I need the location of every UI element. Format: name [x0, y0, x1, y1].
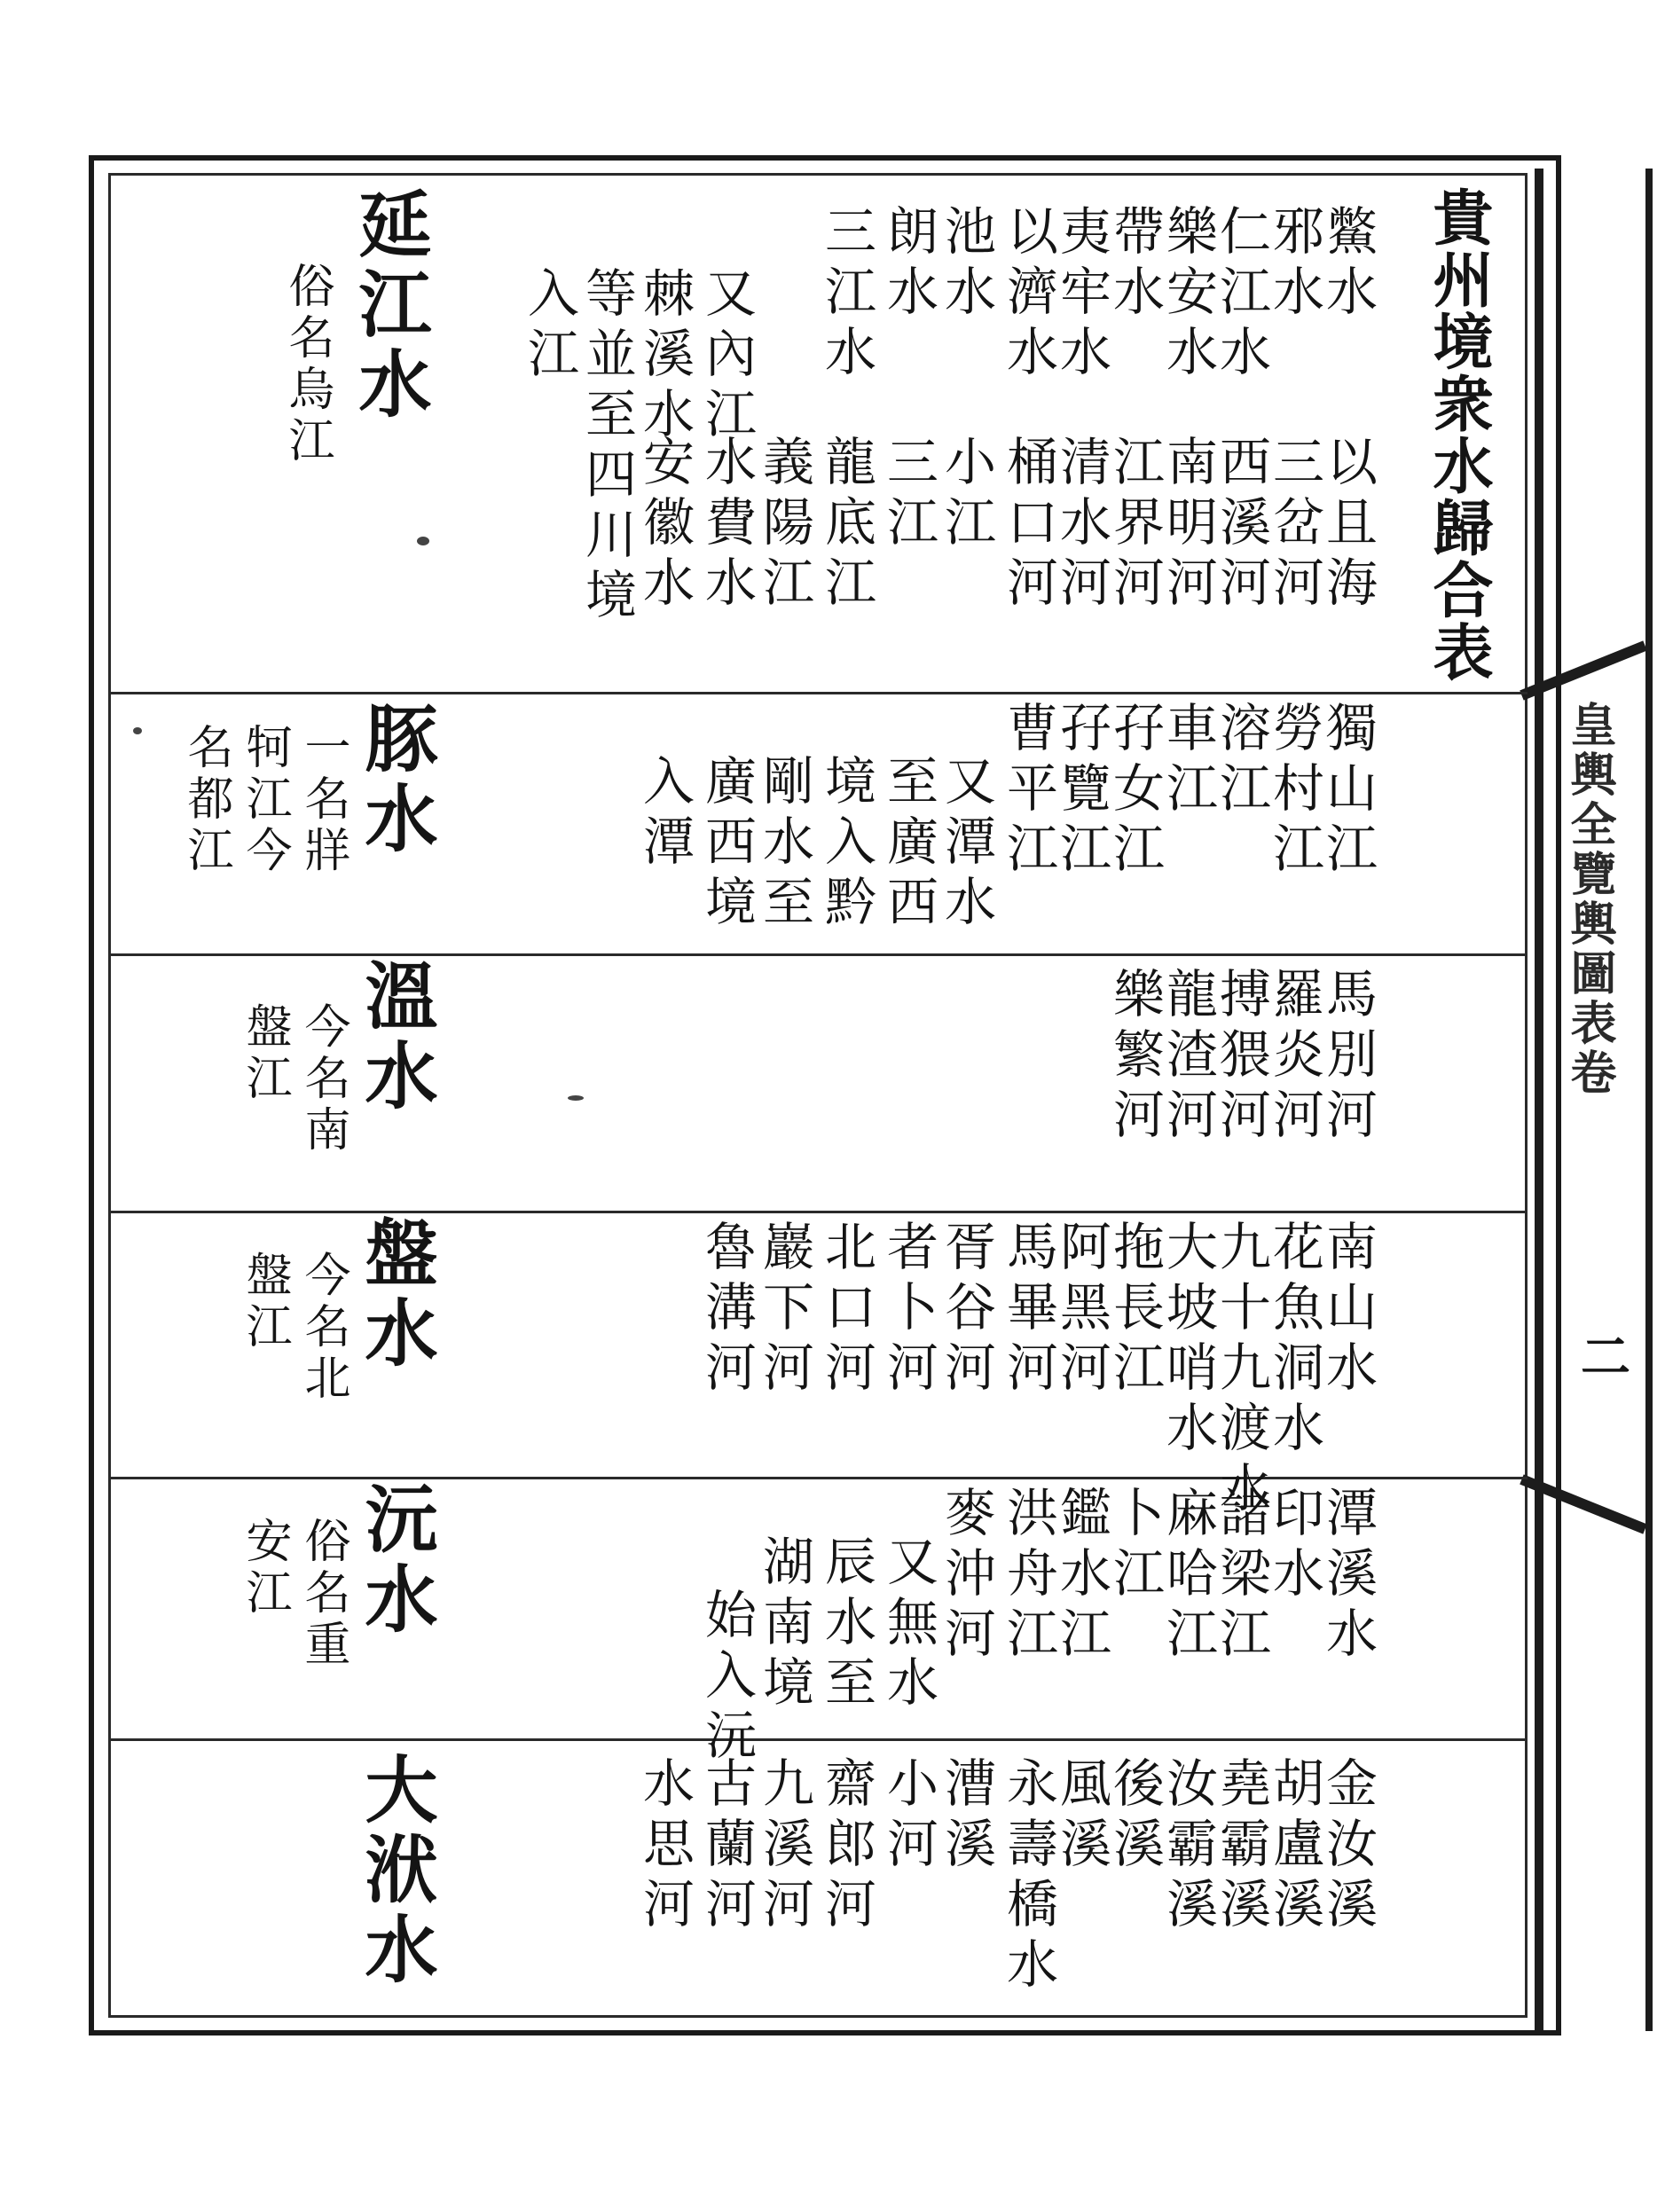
tributary-entry: 花魚洞水 — [1264, 1220, 1324, 1461]
tributary-entry: 阿黑河 — [1051, 1220, 1111, 1400]
tributary-entry: 等並至四川境 — [577, 266, 637, 628]
tributary-entry: 樂安水 — [1158, 204, 1218, 385]
tributary-entry: 三岔河 — [1264, 435, 1324, 616]
tributary-entry: 境入黔 — [816, 754, 876, 935]
tributary-entry: 水思河 — [634, 1756, 695, 1937]
ink-speck — [417, 537, 429, 545]
tributary-entry: 者卜河 — [878, 1220, 939, 1400]
tributary-entry: 漕溪 — [936, 1756, 996, 1877]
tributary-entry: 潭溪水 — [1317, 1486, 1378, 1667]
tributary-entry: 汝霸溪 — [1158, 1756, 1218, 1937]
page-title: 貴州境衆水歸合表 — [1423, 186, 1494, 683]
tributary-entry: 溶江 — [1211, 701, 1271, 821]
tributary-entry: 九十九渡水 — [1211, 1220, 1271, 1521]
river-note: 今名北 — [296, 1251, 349, 1405]
tributary-entry: 龍渣河 — [1158, 967, 1218, 1148]
tributary-entry: 樂繁河 — [1104, 967, 1165, 1148]
tributary-entry: 又內江 — [696, 266, 757, 447]
tributary-entry: 夷牢水 — [1051, 204, 1111, 385]
tributary-entry: 齋郎河 — [816, 1756, 876, 1937]
tributary-entry: 朗水 — [878, 204, 939, 325]
tributary-entry: 至廣西 — [878, 754, 939, 935]
tributary-entry: 始入沅 — [696, 1588, 757, 1769]
tributary-entry: 印水 — [1264, 1486, 1324, 1606]
tributary-entry: 又潭水 — [936, 754, 996, 935]
tributary-entry: 入潭 — [634, 754, 695, 875]
tributary-entry: 三江水 — [816, 204, 876, 385]
river-name: 豚水 — [353, 701, 438, 860]
tributary-entry: 大坡哨水 — [1158, 1220, 1218, 1461]
tributary-entry: 搏猥河 — [1211, 967, 1271, 1148]
tributary-entry: 以濟水 — [998, 204, 1058, 385]
tributary-entry: 南山水 — [1317, 1220, 1378, 1400]
river-note: 盤江 — [238, 1002, 291, 1105]
tributary-entry: 巖下河 — [754, 1220, 814, 1400]
row-divider-4 — [108, 1477, 1528, 1479]
tributary-entry: 胥谷河 — [936, 1220, 996, 1400]
river-note: 俗名烏江 — [280, 262, 334, 467]
river-note: 今名南 — [296, 1002, 349, 1157]
tributary-entry: 拖長江 — [1104, 1220, 1165, 1400]
river-name: 大洑水 — [353, 1752, 438, 1991]
tributary-entry: 永壽橋水 — [998, 1756, 1058, 1997]
tributary-entry: 清水河 — [1051, 435, 1111, 616]
tributary-entry: 入江 — [519, 266, 579, 387]
tributary-entry: 龍底江 — [816, 435, 876, 616]
tributary-entry: 獨山江 — [1317, 701, 1378, 882]
tributary-entry: 辰水至 — [816, 1534, 876, 1715]
tributary-entry: 孖覽江 — [1051, 701, 1111, 882]
row-divider-3 — [108, 1211, 1528, 1213]
tributary-entry: 以且海 — [1317, 435, 1378, 616]
row-divider-5 — [108, 1738, 1528, 1741]
tributary-entry: 水費水 — [696, 435, 757, 616]
river-note: 牱江今 — [238, 723, 291, 877]
tributary-entry: 洪舟江 — [998, 1486, 1058, 1667]
river-name: 溫水 — [353, 958, 438, 1118]
tributary-entry: 後溪 — [1104, 1756, 1165, 1877]
margin-rule-left — [1535, 169, 1543, 2031]
tributary-entry: 桶口河 — [998, 435, 1058, 616]
row-divider-1 — [108, 692, 1528, 694]
river-note: 安江 — [238, 1517, 291, 1620]
tributary-entry: 鑑水江 — [1051, 1486, 1111, 1667]
tributary-entry: 勞村江 — [1264, 701, 1324, 882]
tributary-entry: 湖南境 — [754, 1534, 814, 1715]
tributary-entry: 九溪河 — [754, 1756, 814, 1937]
tributary-entry: 孖女江 — [1104, 701, 1165, 882]
tributary-entry: 小江 — [936, 435, 996, 555]
river-note: 名都江 — [179, 723, 232, 877]
tributary-entry: 麥沖河 — [936, 1486, 996, 1667]
tributary-entry: 仁江水 — [1211, 204, 1271, 385]
tributary-entry: 古蘭河 — [696, 1756, 757, 1937]
tributary-entry: 魯溝河 — [696, 1220, 757, 1400]
tributary-entry: 諸梁江 — [1211, 1486, 1271, 1667]
tributary-entry: 麻哈江 — [1158, 1486, 1218, 1667]
tributary-entry: 西溪河 — [1211, 435, 1271, 616]
ink-speck — [568, 1095, 584, 1101]
river-name: 沅水 — [353, 1481, 438, 1641]
folio-number: 二 — [1573, 1330, 1631, 1380]
tributary-entry: 帶水 — [1104, 204, 1165, 325]
row-divider-2 — [108, 953, 1528, 956]
tributary-entry: 曹平江 — [998, 701, 1058, 882]
river-note: 俗名重 — [296, 1517, 349, 1671]
tributary-entry: 邪水 — [1264, 204, 1324, 325]
tributary-entry: 義陽江 — [754, 435, 814, 616]
tributary-entry: 小河 — [878, 1756, 939, 1877]
tributary-entry: 又無水 — [878, 1534, 939, 1715]
tributary-entry: 卜江 — [1104, 1486, 1165, 1606]
ink-speck — [133, 727, 142, 734]
river-name: 延江水 — [347, 186, 432, 426]
tributary-entry: 車江 — [1158, 701, 1218, 821]
tributary-entry: 胡盧溪 — [1264, 1756, 1324, 1937]
tributary-entry: 堯霸溪 — [1211, 1756, 1271, 1937]
tributary-entry: 池水 — [936, 204, 996, 325]
tributary-entry: 剛水至 — [754, 754, 814, 935]
tributary-entry: 江界河 — [1104, 435, 1165, 616]
tributary-entry: 三江 — [878, 435, 939, 555]
tributary-entry: 馬畢河 — [998, 1220, 1058, 1400]
tributary-entry: 金汝溪 — [1317, 1756, 1378, 1937]
tributary-entry: 安徽水 — [634, 435, 695, 616]
river-note: 一名牂 — [296, 723, 349, 877]
tributary-entry: 羅炎河 — [1264, 967, 1324, 1148]
tributary-entry: 棘溪水 — [634, 266, 695, 447]
tributary-entry: 鱉水 — [1317, 204, 1378, 325]
tributary-entry: 北口河 — [816, 1220, 876, 1400]
tributary-entry: 廣西境 — [696, 754, 757, 935]
margin-rule-right — [1645, 169, 1653, 2031]
margin-label: 皇輿全覽輿圖表卷 — [1562, 701, 1616, 1098]
tributary-entry: 馬別河 — [1317, 967, 1378, 1148]
river-name: 盤水 — [353, 1215, 438, 1375]
tributary-entry: 風溪 — [1051, 1756, 1111, 1877]
tributary-entry: 南明河 — [1158, 435, 1218, 616]
river-note: 盤江 — [238, 1251, 291, 1353]
